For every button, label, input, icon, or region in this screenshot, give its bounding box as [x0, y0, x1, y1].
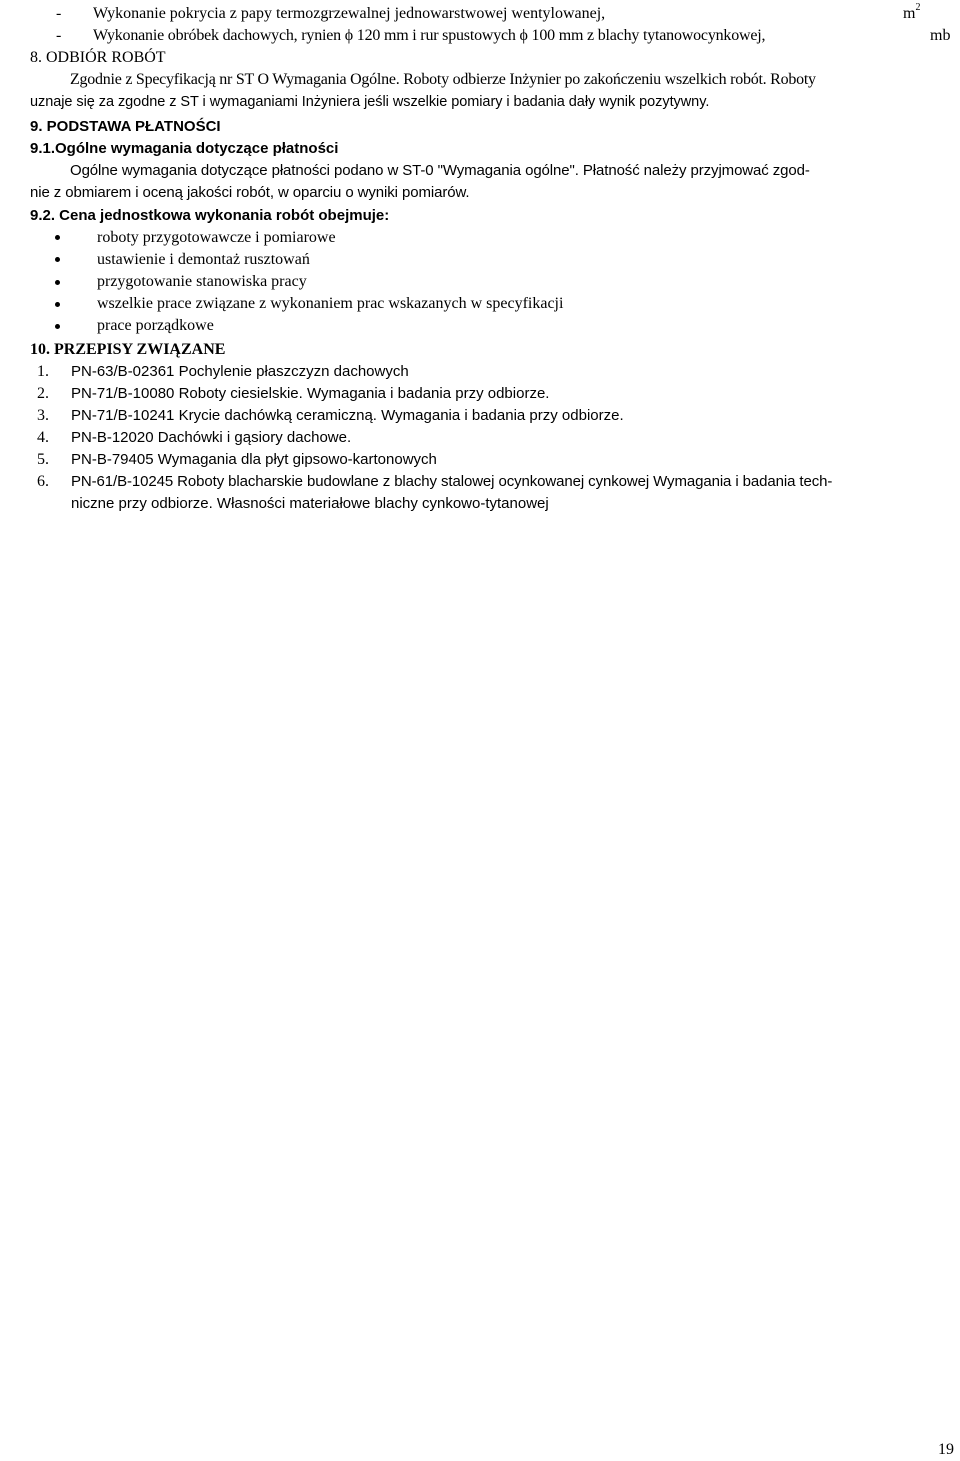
list-item: ustawienie i demontaż rusztowań: [97, 251, 310, 268]
list-item: PN-B-79405 Wymagania dla płyt gipsowo-kartonowych: [71, 451, 437, 468]
top-item-2-unit: mb: [930, 27, 951, 44]
list-item-number: 3.: [37, 407, 49, 424]
bullet-icon: [55, 257, 60, 262]
list-item-number: 5.: [37, 451, 49, 468]
section-9-1-heading: 9.1.Ogólne wymagania dotyczące płatności: [30, 140, 339, 157]
section-8-paragraph-line: uznaje się za zgodne z ST i wymaganiami Inżyniera jeśli wszelkie pomiary i badania dały wynik pozytywny.: [30, 94, 710, 110]
list-item-number: 1.: [37, 363, 49, 380]
list-item-number: 4.: [37, 429, 49, 446]
list-item-number: 2.: [37, 385, 49, 402]
list-item: roboty przygotowawcze i pomiarowe: [97, 229, 336, 246]
section-8-heading: 8. ODBIÓR ROBÓT: [30, 49, 166, 66]
top-item-2-text: Wykonanie obróbek dachowych, rynien ϕ 120 mm i rur spustowych ϕ 100 mm z blachy tytanowocynkowej,: [93, 27, 766, 44]
list-item: PN-61/B-10245 Roboty blacharskie budowlane z blachy stalowej ocynkowanej cynkowej Wymagania i badania tech-: [71, 473, 833, 490]
list-item: PN-63/B-02361 Pochylenie płaszczyzn dachowych: [71, 363, 409, 380]
list-item-continuation: niczne przy odbiorze. Własności materiałowe blachy cynkowo-tytanowej: [71, 495, 549, 512]
section-9-1-paragraph-line: nie z obmiarem i oceną jakości robót, w oparciu o wyniki pomiarów.: [30, 184, 470, 201]
list-item: przygotowanie stanowiska pracy: [97, 273, 307, 290]
list-item: prace porządkowe: [97, 317, 214, 334]
list-item-number: 6.: [37, 473, 49, 490]
bullet-icon: [55, 302, 60, 307]
list-item: PN-71/B-10241 Krycie dachówką ceramiczną. Wymagania i badania przy odbiorze.: [71, 407, 624, 424]
section-9-1-paragraph-line: Ogólne wymagania dotyczące płatności podano w ST-0 "Wymagania ogólne". Płatność należy przyjmować zgod-: [70, 162, 810, 179]
dash-marker: -: [56, 5, 62, 22]
top-item-1-unit: $m^2$: [903, 1, 921, 22]
page-number: 19: [938, 1441, 954, 1458]
list-item: wszelkie prace związane z wykonaniem prac wskazanych w specyfikacji: [97, 295, 564, 312]
section-9-2-heading: 9.2. Cena jednostkowa wykonania robót obejmuje:: [30, 207, 390, 224]
bullet-icon: [55, 235, 60, 240]
list-item: PN-B-12020 Dachówki i gąsiory dachowe.: [71, 429, 352, 446]
bullet-icon: [55, 280, 60, 285]
section-9-heading: 9. PODSTAWA PŁATNOŚCI: [30, 118, 221, 135]
top-item-1-text: Wykonanie pokrycia z papy termozgrzewalnej jednowarstwowej wentylowanej,: [93, 5, 606, 22]
dash-marker: -: [56, 27, 62, 44]
list-item: PN-71/B-10080 Roboty ciesielskie. Wymagania i badania przy odbiorze.: [71, 385, 550, 402]
section-10-heading: 10. PRZEPISY ZWIĄZANE: [30, 341, 226, 358]
bullet-icon: [55, 324, 60, 329]
section-8-paragraph-line: Zgodnie z Specyfikacją nr ST O Wymagania Ogólne. Roboty odbierze Inżynier po zakończeniu wszelkich robót. Roboty: [70, 71, 816, 88]
